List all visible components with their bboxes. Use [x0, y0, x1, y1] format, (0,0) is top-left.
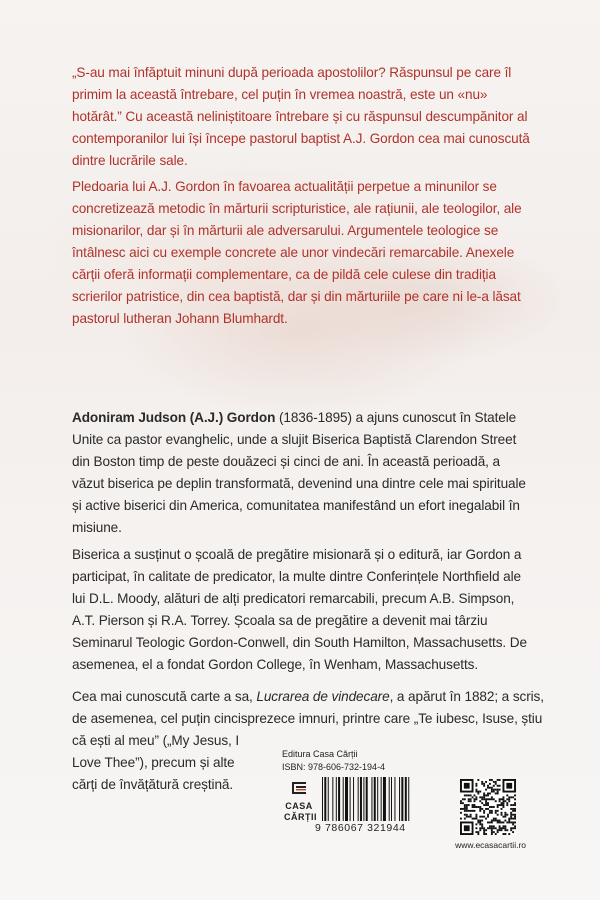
works-line-2: de asemenea, cel puțin cincisprezece imnuri, printre care „Te iubesc, Isuse, știu — [72, 711, 543, 726]
book-description-paragraph: Pledoaria lui A.J. Gordon în favoarea actualității perpetue a minunilor se concretizează metodic în mărturii scripturistice, ale rațiunii, ale teologilor, ale misionarilor, dar și în mărturii ale adversarului. Argumentele teologice se întâlnesc aici cu exemple concrete ale unor vindecări remarcabile. Anexele cărții oferă informații complementare, ca de pildă cele culese din tradiția scrierilor patristice, din cea baptistă, dar și din mărturiile pe care ni le-a lăsat pastorul lutheran Johann Blumhardt. — [72, 179, 522, 326]
publisher-logo — [284, 779, 317, 839]
publisher-name: Editura Casa Cărții — [282, 749, 358, 759]
author-bio-text: (1836-1895) a ajuns cunoscut în Statele Unite ca pastor evanghelic, unde a slujit Biserica Baptistă Clarendon Street din Boston timp de peste douăzeci și cinci de ani. În această perioadă, a văzut biserica pe deplin transformată, devenind una dintre cele mai spirituale și active biserici din America, comunitatea manifestând un efort inegalabil în misiune. — [72, 410, 526, 535]
barcode-digits: 9 786067 321944 — [315, 822, 406, 834]
works-line-rest: că ești al meu” („My Jesus, I Love Thee”), precum și alte cărți de învățătură creștină. — [72, 733, 240, 792]
publisher-info-box — [282, 749, 526, 851]
author-name: Adoniram Judson (A.J.) Gordon — [72, 410, 276, 425]
qr-code-icon — [460, 779, 516, 835]
book-logo-icon — [290, 779, 308, 797]
author-bio-paragraph — [72, 407, 532, 539]
church-history-paragraph: Biserica a susținut o școală de pregătire misionară și o editură, iar Gordon a participat, în calitate de predicator, la multe dintre Conferințele Northfield ale lui D.L. Moody, alături de alți predicatori remarcabili, precum A.B. Simpson, A.T. Pierson și R.A. Torrey. Școala sa de pregătire a devenit mai târziu Seminarul Teologic Gordon-Conwell, din South Hamilton, Massachusetts. De asemenea, el a fondat Gordon College, în Wenham, Massachusetts. — [72, 547, 527, 672]
publisher-url: www.ecasacartii.ro — [455, 840, 526, 850]
works-line-1: Cea mai cunoscută carte a sa, Lucrarea de vindecare, a apărut în 1882; a scris, — [72, 689, 544, 704]
intro-quote-paragraph: „S-au mai înfăptuit minuni după perioada apostolilor? Răspunsul pe care îl primim la această întrebare, cel puțin în vremea noastră, este un «nu» hotărât.” Cu această neliniștitoare întrebare și cu răspunsul descumpănitor al contemporanilor lui își începe pastorul baptist A.J. Gordon cea mai cunoscută dintre lucrările sale. — [72, 65, 530, 168]
logo-text-casa: CASA — [285, 801, 313, 811]
logo-text-cartii: CĂRȚII — [284, 812, 317, 822]
isbn-text: ISBN: 978-606-732-194-4 — [282, 762, 386, 772]
isbn-barcode — [320, 777, 438, 821]
book-title: Lucrarea de vindecare — [256, 689, 390, 704]
